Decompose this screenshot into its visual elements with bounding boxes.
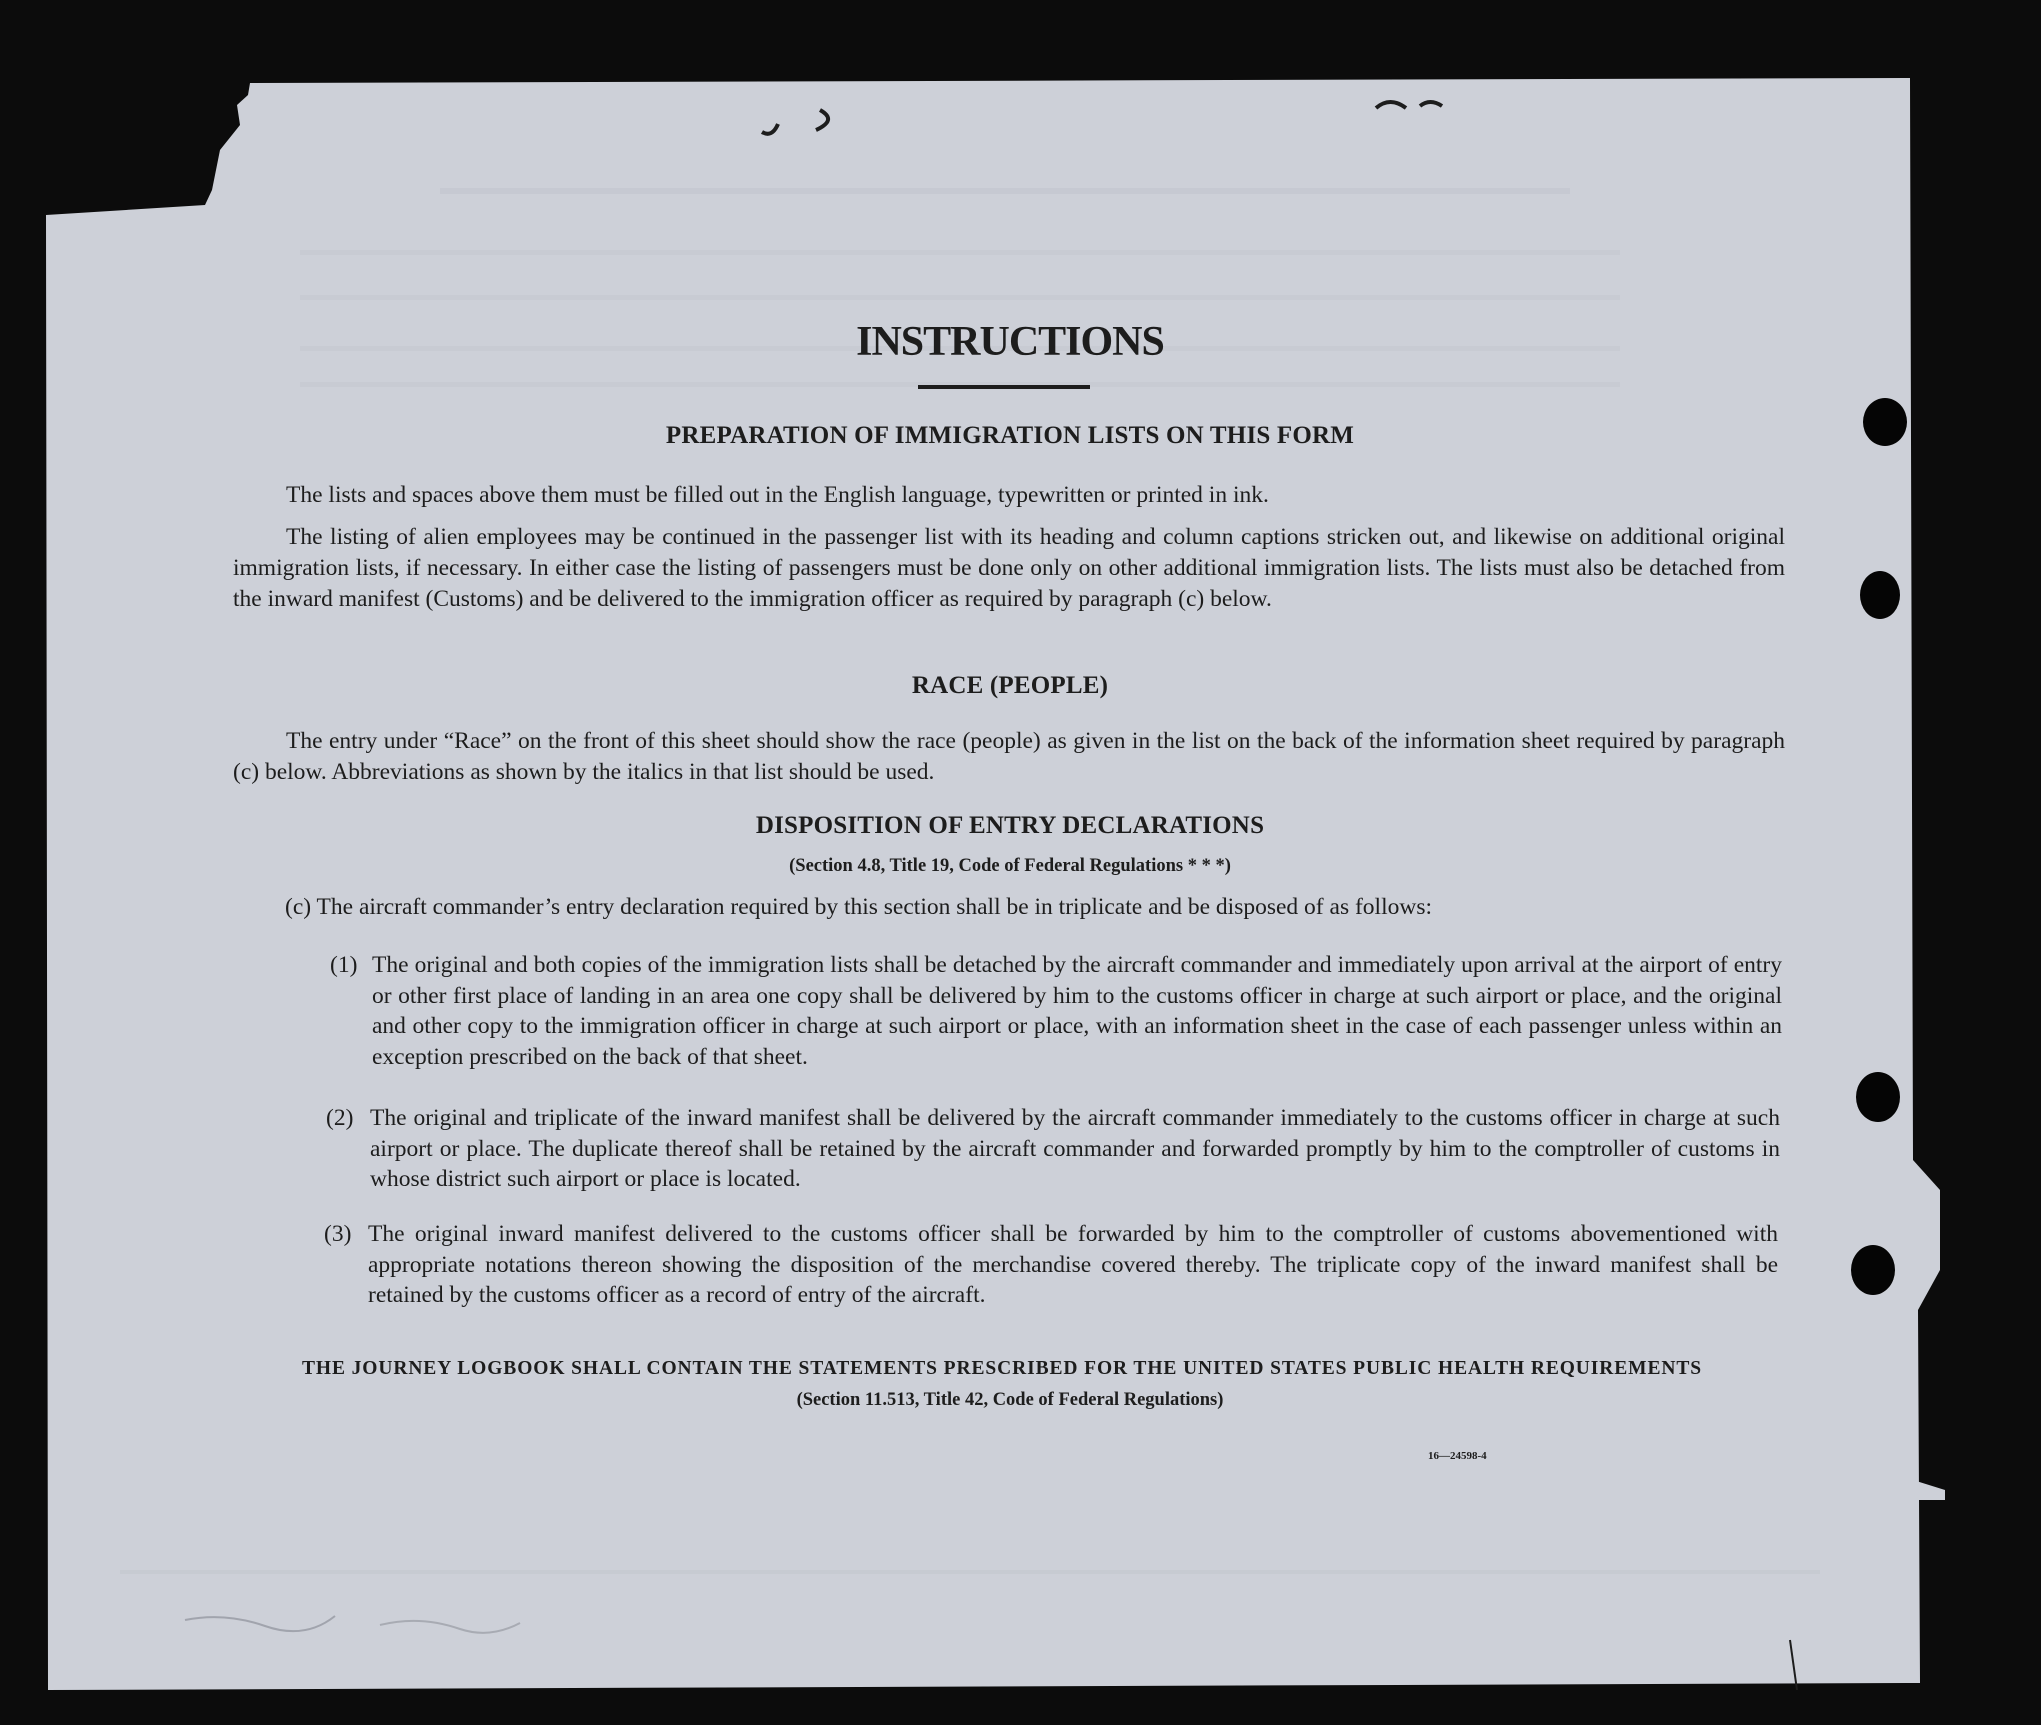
preparation-paragraph-2: The listing of alien employees may be continued in the passenger list with its heading and column captions stricken out, and likewise on additional original immigration lists, if necessary. In either case the listing of passengers must be done only on other additional immigration lists. The lists must also be detached from the inward manifest (Customs) and be delivered to the immigration officer as required by paragraph (c) below.: [233, 524, 1785, 612]
disposition-citation: (Section 4.8, Title 19, Code of Federal Regulations * * *): [789, 856, 1231, 876]
disposition-item-3-number: (3): [324, 1221, 352, 1247]
race-heading: RACE (PEOPLE): [911, 672, 1109, 699]
disposition-item-1-number: (1): [330, 952, 358, 978]
disposition-item-1-text: The original and both copies of the immigration lists shall be detached by the aircraft commander and immediately upon arrival at the airport of entry or other first place of landing in an area one copy shall be delivered by him to the customs officer in charge at such airport or place, and the original and other copy to the immigration officer in charge at such airport or place, with an information sheet in the case of each passenger unless within an exception prescribed on the back of that sheet.: [372, 952, 1782, 1070]
document-title: INSTRUCTIONS: [856, 319, 1164, 365]
disposition-intro: (c) The aircraft commander’s entry declaration required by this section shall be in triplicate and be disposed of as follows:: [285, 894, 1432, 920]
title-underline: [918, 385, 1090, 389]
footer-statement: THE JOURNEY LOGBOOK SHALL CONTAIN THE STATEMENTS PRESCRIBED FOR THE UNITED STATES PUBLIC HEALTH REQUIREMENTS: [301, 1358, 1703, 1379]
disposition-item-2-text: The original and triplicate of the inward manifest shall be delivered by the aircraft commander immediately to the customs officer in charge at such airport or place. The duplicate thereof shall be retained by the aircraft commander and forwarded promptly by him to the comptroller of customs in whose district such airport or place is located.: [370, 1105, 1780, 1192]
form-number: 16—24598-4: [1428, 1450, 1487, 1462]
footer-citation: (Section 11.513, Title 42, Code of Federal Regulations): [796, 1390, 1224, 1410]
race-paragraph: The entry under “Race” on the front of this sheet should show the race (people) as given in the list on the back of the information sheet required by paragraph (c) below. Abbreviations as shown by the italics in that list should be used.: [233, 728, 1785, 785]
preparation-heading: PREPARATION OF IMMIGRATION LISTS ON THIS FORM: [665, 422, 1355, 449]
disposition-item-3-text: The original inward manifest delivered to the customs officer shall be forwarded by him to the comptroller of customs abovementioned with appropriate notations thereon showing the disposition of the merchandise covered thereby. The triplicate copy of the inward manifest shall be retained by the customs officer as a record of entry of the aircraft.: [368, 1221, 1778, 1308]
preparation-paragraph-1: The lists and spaces above them must be filled out in the English language, typewritten or printed in ink.: [286, 482, 1269, 508]
disposition-heading: DISPOSITION OF ENTRY DECLARATIONS: [755, 812, 1265, 839]
disposition-item-2-number: (2): [326, 1105, 354, 1131]
